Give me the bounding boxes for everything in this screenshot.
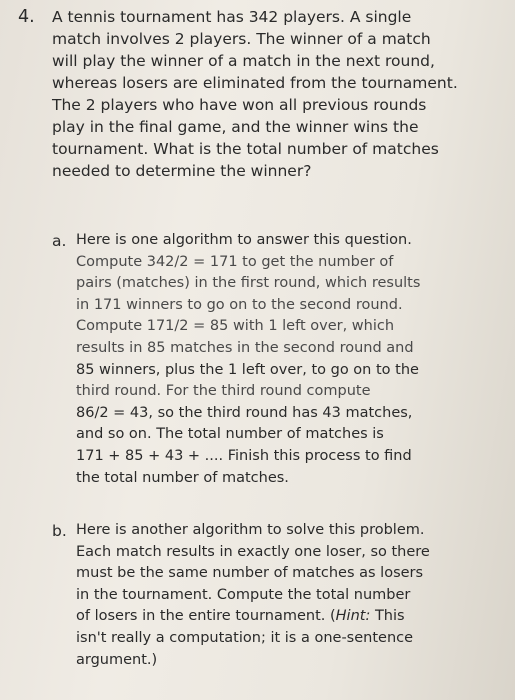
part-a-line: 85 winners, plus the 1 left over, to go on to the bbox=[76, 361, 419, 378]
hint-label: Hint: bbox=[335, 608, 371, 625]
part-a-line: Compute 342/2 = 171 to get the number of bbox=[76, 253, 394, 270]
part-b-line-start: of losers in the entire tournament. ( bbox=[76, 608, 336, 625]
stem-line: play in the final game, and the winner wins the bbox=[52, 118, 419, 136]
stem-line: The 2 players who have won all previous rounds bbox=[52, 96, 427, 114]
part-a-line: third round. For the third round compute bbox=[76, 383, 371, 400]
part-b-line: Each match results in exactly one loser, so there bbox=[76, 543, 430, 560]
part-a-line: pairs (matches) in the first round, which results bbox=[76, 275, 421, 292]
part-b-line: must be the same number of matches as losers bbox=[76, 565, 424, 582]
part-b-line: in the tournament. Compute the total number bbox=[76, 586, 411, 603]
stem-line: tournament. What is the total number of matches bbox=[52, 140, 439, 158]
part-a-line: Here is one algorithm to answer this question. bbox=[76, 232, 412, 248]
part-b-body bbox=[76, 520, 476, 671]
part-b-line: argument.) bbox=[76, 651, 158, 668]
part-b-label: b. bbox=[52, 522, 67, 540]
part-a-line: and so on. The total number of matches is bbox=[76, 426, 384, 443]
stem-line: whereas losers are eliminated from the tournament. bbox=[52, 74, 458, 92]
part-a-line: 171 + 85 + 43 + .... Finish this process to find bbox=[76, 447, 412, 464]
stem-line: match involves 2 players. The winner of a match bbox=[52, 30, 431, 48]
stem-line: A tennis tournament has 342 players. A single bbox=[52, 8, 412, 26]
part-b-line-hint bbox=[76, 606, 476, 628]
stem-line: needed to determine the winner? bbox=[52, 162, 312, 180]
part-a-line: Compute 171/2 = 85 with 1 left over, which bbox=[76, 318, 395, 335]
problem-stem bbox=[52, 6, 492, 182]
part-a-label: a. bbox=[52, 232, 67, 250]
hint-rest: This bbox=[370, 608, 405, 625]
problem-number: 4. bbox=[18, 7, 35, 27]
part-a-line: 86/2 = 43, so the third round has 43 matches, bbox=[76, 404, 413, 421]
part-b-line: isn't really a computation; it is a one-sentence bbox=[76, 629, 414, 646]
part-a-body bbox=[76, 230, 476, 489]
part-a-line: in 171 winners to go on to the second round. bbox=[76, 296, 403, 313]
part-a-line: results in 85 matches in the second round and bbox=[76, 339, 414, 356]
part-b-line: Here is another algorithm to solve this problem. bbox=[76, 522, 425, 538]
part-a-line: the total number of matches. bbox=[76, 469, 289, 486]
stem-line: will play the winner of a match in the next round, bbox=[52, 52, 435, 70]
